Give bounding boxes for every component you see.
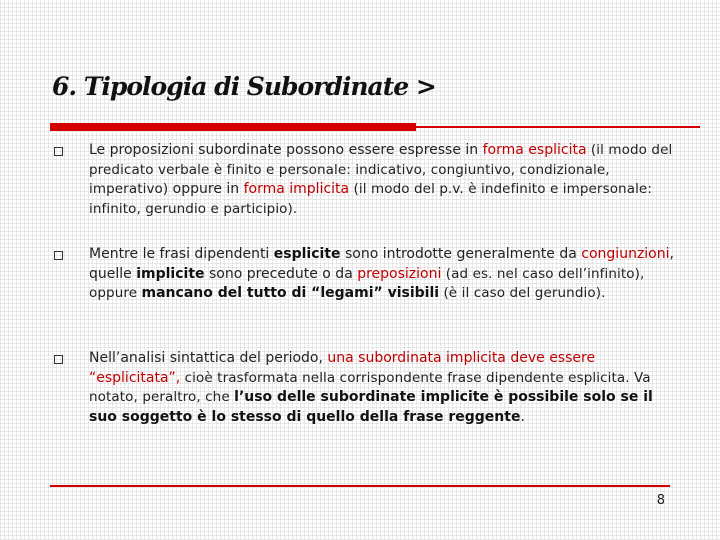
paragraph-2-segment: Mentre le frasi dipendenti [89, 246, 274, 262]
bullet-2-icon [54, 251, 63, 260]
paragraph-2-segment: (è il caso del gerundio). [439, 285, 606, 301]
bullet-1-icon [54, 147, 63, 156]
paragraph-1 [89, 141, 679, 219]
title-underline-bar [50, 123, 416, 131]
page-number: 8 [656, 493, 665, 508]
title-underline-line [416, 126, 700, 128]
paragraph-2-segment: mancano del tutto di “legami” visibili [141, 285, 440, 301]
paragraph-1-segment: (il modo del p.v. è indefinito e impersonale: infinito, gerundio e participio). [89, 181, 652, 217]
slide-title: 6. Tipologia di Subordinate > [52, 72, 436, 101]
paragraph-2 [89, 245, 679, 304]
bullet-3-icon [54, 355, 63, 364]
paragraph-2-segment: implicite [136, 265, 205, 282]
paragraph-2-segment: congiunzioni [581, 246, 670, 262]
paragraph-1-segment: Le proposizioni subordinate possono essere espresse in [89, 142, 483, 158]
paragraph-2-segment: esplicite [273, 246, 341, 262]
paragraph-3-segment: una subordinata implicita deve essere “esplicitata”, [89, 350, 596, 386]
paragraph-3-segment: cioè trasformata nella corrispondente frase dipendente esplicita. Va notato, peraltro, che [89, 369, 651, 405]
footer-line [50, 485, 670, 487]
paragraph-2-segment: sono introdotte generalmente da [340, 246, 582, 262]
paragraph-2-segment: (ad es. nel caso dell’infinito), oppure [89, 265, 645, 301]
paragraph-2-segment: , quelle [89, 246, 674, 282]
paragraph-1-segment: oppure in [172, 181, 244, 197]
paragraph-3-segment: . [520, 408, 525, 425]
paragraph-2-segment: preposizioni [357, 265, 442, 282]
paragraph-2-segment: sono precedute o da [204, 265, 358, 282]
paragraph-3-segment: Nell’analisi sintattica del periodo, [89, 350, 328, 366]
paragraph-1-segment: (il modo del predicato verbale è finito e personale: indicativo, congiuntivo, condizionale, imperativo) [89, 142, 673, 197]
paragraph-1-segment: forma implicita [243, 181, 350, 197]
paragraph-3-segment: l’uso delle subordinate implicite è possibile solo se il suo soggetto è lo stesso di quello della frase reggente [89, 389, 653, 425]
paragraph-3 [89, 349, 679, 427]
paragraph-1-segment: forma esplicita [482, 142, 587, 158]
